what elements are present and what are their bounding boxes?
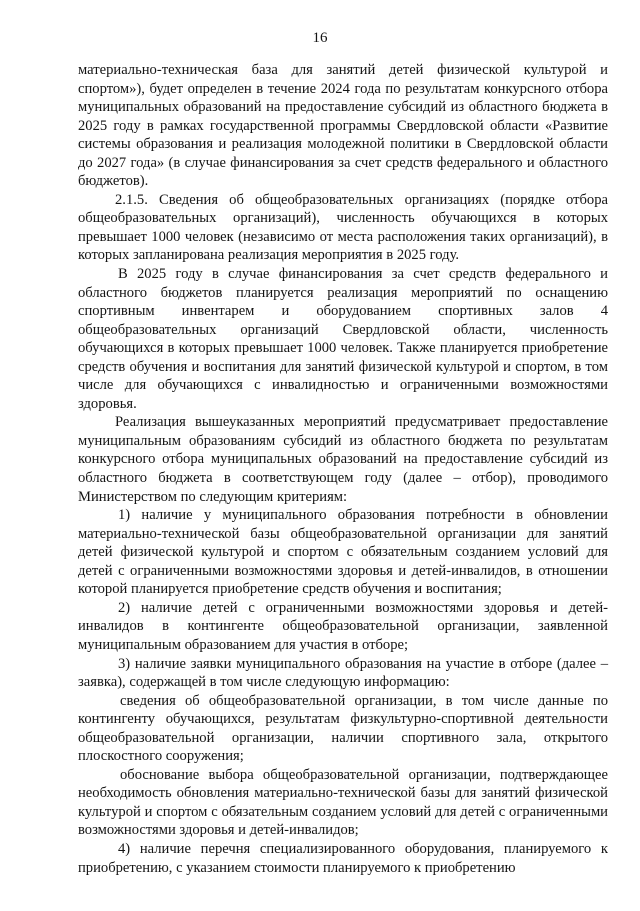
criterion-1: 1) наличие у муниципального образования потребности в обновлении материально-технической базы общеобразовательной организации для занятий детей физической культурой и спортом с обязательным созданием условий для детей с ограниченными возможностями здоровья и детей-инвалидов, в отношении которой планируется приобретение средств обучения и воспитания;: [78, 507, 608, 598]
paragraph-continuation: материально-техническая база для занятий детей физической культурой и спортом»), будет определен в течение 2024 года по результатам конкурсного отбора муниципальных образований на предоставление субсидий из областного бюджета в 2025 году в рамках государственной программы Свердловской области «Развитие системы образования и реализация молодежной политики в Свердловской области до 2027 года» (в случае финансирования за счет средств федерального и областного бюджетов).: [78, 62, 608, 190]
criterion-3: 3) наличие заявки муниципального образования на участие в отборе (далее – заявка), содержащей в том числе следующую информацию:: [78, 655, 608, 691]
criterion-3-item-organization-info: сведения об общеобразовательной организации, в том числе данные по контингенту обучающихся, результатам физкультурно-спортивной деятельности общеобразовательной организации, наличии спортивного зала, открытого плоскостного сооружения;: [78, 692, 608, 765]
paragraph-2025-plans: В 2025 году в случае финансирования за счет средств федерального и областного бюджетов планируется реализация мероприятий по оснащению спортивным инвентарем и оборудованием спортивных залов 4 общеобразовательных организаций Свердловской области, численность обучающихся в которых превышает 1000 человек. Также планируется приобретение средств обучения и воспитания для занятий физической культурой и спортом, в том числе для обучающихся с инвалидностью и ограниченными возможностями здоровья.: [78, 266, 608, 412]
paragraph-subsidy-criteria-intro: Реализация вышеуказанных мероприятий предусматривает предоставление муниципальным образованиям субсидий из областного бюджета по результатам конкурсного отбора муниципальных образований на предоставление субсидий из областного бюджета в соответствующем году (далее – отбор), проводимого Министерством по следующим критериям:: [78, 414, 608, 505]
paragraph-section-2-1-5: 2.1.5. Сведения об общеобразовательных организациях (порядке отбора общеобразовательных организаций), численность обучающихся в которых превышает 1000 человек (независимо от места расположения таких организаций), в которых запланирована реализация мероприятия в 2025 году.: [78, 191, 608, 264]
criterion-3-item-justification: обоснование выбора общеобразовательной организации, подтверждающее необходимость обновления материально-технической базы для занятий физической культурой и спортом с обязательным созданием условий для детей с ограниченными возможностями здоровья и детей-инвалидов;: [78, 766, 608, 839]
page-number: 16: [312, 30, 328, 46]
criterion-4: 4) наличие перечня специализированного оборудования, планируемого к приобретению, с указанием стоимости планируемого к приобретению: [78, 840, 608, 876]
document-body: [78, 61, 608, 877]
criterion-2: 2) наличие детей с ограниченными возможностями здоровья и детей-инвалидов в контингенте общеобразовательной организации, заявленной муниципальным образованием для участия в отборе;: [78, 599, 608, 653]
